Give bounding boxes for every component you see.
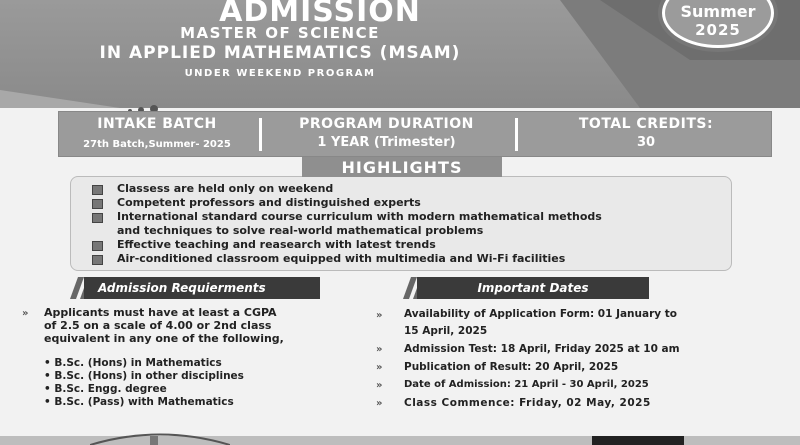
- program-type: UNDER WEEKEND PROGRAM: [184, 68, 376, 79]
- intro-line: of 2.5 on a scale of 4.00 or 2nd class: [44, 319, 272, 332]
- logo: [592, 436, 684, 445]
- intro-line: equivalent in any one of the following,: [44, 332, 284, 345]
- divider: [515, 118, 518, 151]
- requirements-list: [44, 357, 344, 409]
- date-item: Publication of Result: 20 April, 2025: [404, 361, 619, 373]
- list-item: [92, 210, 732, 224]
- date-item: Date of Admission: 21 April - 30 April, 2025: [404, 379, 649, 390]
- date-item: Availability of Application Form: 01 January to: [404, 308, 678, 320]
- seal-year: 2025: [695, 21, 741, 39]
- list-item: • B.Sc. (Hons) in other disciplines: [44, 370, 244, 382]
- square-bullet-icon: [92, 185, 103, 195]
- list-item: • B.Sc. Engg. degree: [44, 383, 167, 395]
- duration-value: 1 YEAR (Trimester): [317, 135, 456, 150]
- list-item-continuation: [92, 224, 732, 238]
- date-item: Admission Test: 18 April, Friday 2025 at 10 am: [404, 343, 680, 355]
- dates-title: Important Dates: [477, 281, 589, 295]
- requirements-title: Admission Requierments: [98, 281, 266, 295]
- requirements-bar: [84, 277, 320, 299]
- intake-batch-stat: [59, 112, 255, 156]
- double-chevron-icon: »: [376, 380, 383, 391]
- seal-season: Summer: [680, 2, 756, 21]
- intake-label: INTAKE BATCH: [97, 116, 217, 132]
- double-chevron-icon: »: [22, 308, 29, 319]
- intro-line: Applicants must have at least a CGPA: [44, 306, 277, 319]
- divider: [259, 118, 262, 151]
- highlight-text: International standard course curriculum with modern mathematical methods: [117, 210, 602, 223]
- duration-label: PROGRAM DURATION: [299, 116, 474, 132]
- list-item: [92, 196, 732, 210]
- square-bullet-icon: [92, 255, 103, 265]
- highlights-list: [92, 182, 732, 266]
- list-item: [92, 238, 732, 252]
- list-item: [92, 252, 732, 266]
- square-bullet-icon: [92, 199, 103, 209]
- dates-bar: [417, 277, 649, 299]
- credits-label: TOTAL CREDITS:: [578, 116, 714, 132]
- double-chevron-icon: »: [376, 398, 383, 409]
- square-bullet-icon: [92, 241, 103, 251]
- highlight-text: Air-conditioned classroom equipped with multimedia and Wi-Fi facilities: [117, 252, 566, 265]
- list-item: • B.Sc. (Pass) with Mathematics: [44, 396, 234, 408]
- footer-decoration: [90, 428, 230, 445]
- double-chevron-icon: »: [376, 362, 383, 373]
- intake-value: 27th Batch,Summer- 2025: [83, 139, 231, 150]
- double-chevron-icon: »: [376, 344, 383, 355]
- list-item: [92, 182, 732, 196]
- highlights-title: HIGHLIGHTS: [302, 157, 502, 177]
- date-item: Class Commence: Friday, 02 May, 2025: [404, 397, 651, 409]
- credits-stat: [521, 112, 771, 156]
- list-item: • B.Sc. (Hons) in Mathematics: [44, 357, 222, 369]
- admission-title: ADMISSION: [219, 0, 421, 29]
- highlight-text: Effective teaching and reasearch with latest trends: [117, 238, 436, 251]
- program-stats-bar: [58, 111, 772, 157]
- duration-stat: [264, 112, 509, 156]
- highlight-text: and techniques to solve real-world mathematical problems: [117, 224, 484, 237]
- date-item-continuation: 15 April, 2025: [404, 325, 488, 337]
- program-degree: MASTER OF SCIENCE: [180, 24, 380, 42]
- square-bullet-icon: [92, 213, 103, 223]
- credits-value: 30: [636, 135, 656, 150]
- program-name: IN APPLIED MATHEMATICS (MSAM): [99, 43, 461, 63]
- highlight-text: Competent professors and distinguished experts: [117, 196, 421, 209]
- requirements-intro: [44, 306, 344, 345]
- double-chevron-icon: »: [376, 310, 383, 321]
- highlight-text: Classess are held only on weekend: [117, 182, 334, 195]
